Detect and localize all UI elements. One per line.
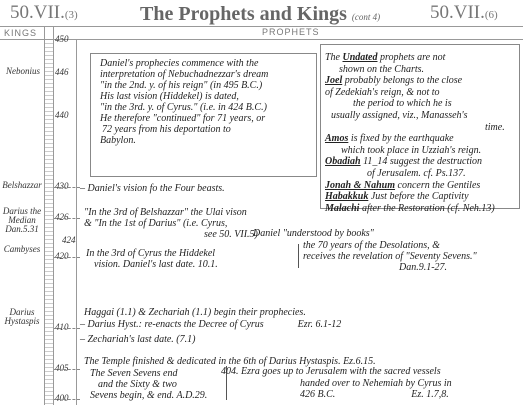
king-cambyses: Cambyses [3,244,41,254]
year-label: 440 [55,110,69,120]
year-label: 405 [55,363,69,373]
year-label: 446 [55,67,69,77]
year-label: 420 [55,251,69,261]
note-zech-last-date: – Zechariah's last date. (7.1) [80,334,196,345]
timeline-scale [45,40,53,405]
event-connector [54,218,80,219]
king-nebonius: Nebonius [5,66,40,76]
year-label: 430 [55,181,69,191]
event-connector [54,399,80,400]
undated-prophets-text: The Undated prophets are not shown on the Charts. Joel probably belongs to the close of Zedekiah's reign, & not to the period to which he is usually assigned, viz., Manasseh's time. Amos is fixed by the earthquake which took place in Uzziah's reign. Obadiah 11_14 suggest the destruction of Jerusalem. cf. Ps.137. Jonah & Nahum concern the Gentiles Habakkuk Just before the Captivity Malachi after the Restoration (cf. Neh.13) [325,52,505,214]
king-darius-median: Darius the Median Dan.5.31 [2,206,42,234]
king-belshazzar: Belshazzar [2,180,42,190]
note-decree: – Darius Hyst.: re-enacts the Decree of Cyrus Ezr. 6.1-12 [80,319,342,330]
event-connector [54,328,80,329]
event-connector [54,187,80,188]
prophets-column-rule [76,40,77,405]
note-seven-sevens: The Seven Sevens end and the Sixty & two Sevens begin, & end. A.D.29. [90,368,208,401]
note-ezra-vessels: 404. Ezra goes up to Jerusalem with the sacred vessels [221,366,441,377]
event-connector [54,257,80,258]
note-hiddekel-vision: In the 3rd of Cyrus the Hiddekel vision. Daniel's last date. 10.1. [86,248,218,270]
note-understood-books: Daniel "understood by books" [253,228,374,239]
year-label: 450 [55,34,69,44]
year-label: 426 [55,212,69,222]
header-rule-bottom [0,39,523,40]
note-seventy-sevens: the 70 years of the Desolations, & receives the revelation of "Seventy Sevens." Dan.9.1-27. [303,240,477,273]
page-title: The Prophets and Kings (cont 4) [140,3,381,25]
year-label: 424 [62,235,76,245]
note-haggai-zechariah: Haggai (1.1) & Zechariah (1.1) begin their prophecies. [84,307,306,318]
note-temple-finished: The Temple finished & dedicated in the 6th of Darius Hystaspis. Ez.6.15. [84,356,376,367]
year-label: 400 [55,393,69,403]
note-ezra-handed: handed over to Nehemiah by Cyrus in 426 B.C. Ez. 1.7,8. [300,378,452,400]
kings-column-header: KINGS [4,28,38,38]
king-darius-hystaspis: Darius Hystaspis [4,307,40,326]
timeline-rule-right [53,27,54,405]
bracket [298,244,302,268]
prophets-column-header: PROPHETS [262,27,320,37]
event-connector [54,369,80,370]
page-code-right: 50.VII.(6) [430,2,498,23]
note-ulai-vision: "In the 3rd of Belshazzar" the Ulai vison & "In the 1st of Darius" (i.e. Cyrus, see 50. VII.5) [84,207,258,240]
year-label: 410 [55,322,69,332]
page-code-left: 50.VII.(3) [10,2,78,23]
note-four-beasts: – Daniel's vision fo the Four beasts. [80,183,225,194]
daniel-summary-text: Daniel's prophecies commence with the interpretation of Nebuchadnezzar's dream "in the 2nd. y. of his reign" (in 495 B.C.) His last vision (Hiddekel) is dated, "in the 3rd. y. of Cyrus." (i.e. in 424 B.C.) He therefore "continued" for 71 years, or 72 years from his deportation to Babylon. [100,58,269,146]
